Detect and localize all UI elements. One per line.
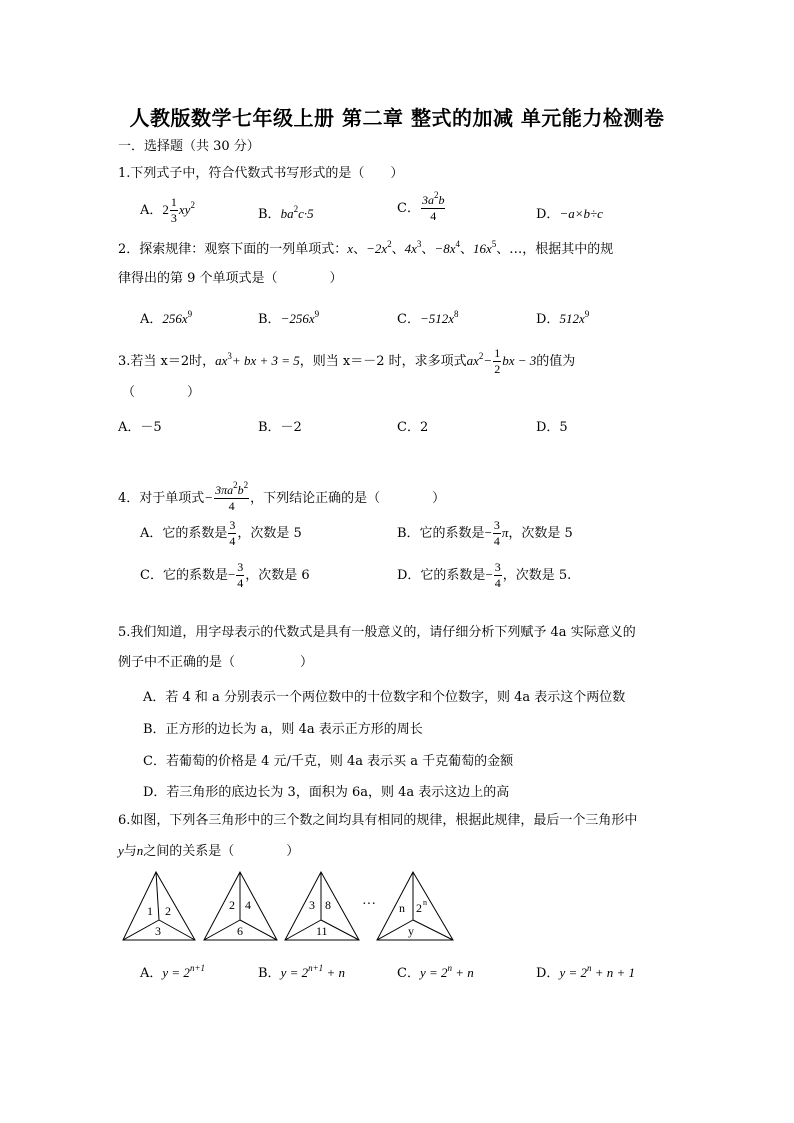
q5-stem-line1: 5.我们知道，用字母表示的代数式是具有一般意义的，请仔细分析下列赋予 4a 实际意义的 <box>118 625 636 640</box>
q6-option-c[interactable]: C．$y = 2^n + n$ <box>397 963 474 981</box>
q1-option-b[interactable]: B．$ba^2c\cdot 5$ <box>258 204 314 222</box>
q4-stem: 4．对于单项式− $\frac{3\pi a^2b^2}{4}$ ，下列结论正确的是（ ） <box>118 480 446 513</box>
q6-stem-line2: y与n之间的关系是（ ） <box>118 843 300 859</box>
triangle-4-left: n <box>399 901 405 915</box>
q4-option-b[interactable]: B．它的系数是− $\frac{3}{4}$ π，次数是 5 <box>397 518 573 548</box>
q1-option-d[interactable]: D．−a×b÷c <box>536 206 603 222</box>
triangle-1-right: 2 <box>165 904 171 918</box>
ellipsis: ··· <box>362 897 376 912</box>
q2-stem-line2: 律得出的第 9 个单项式是（ ） <box>118 271 343 286</box>
q3-option-c[interactable]: C．2 <box>397 420 429 435</box>
triangle-1-bottom: 3 <box>155 924 161 938</box>
q2-option-b[interactable]: B．$-256x^9$ <box>258 309 320 327</box>
triangle-4-right-exp: n <box>423 898 427 907</box>
section-heading: 一．选择题（共 30 分） <box>118 139 260 154</box>
triangle-3-right: 8 <box>325 898 331 912</box>
q3-option-a[interactable]: A．－5 <box>118 420 162 435</box>
triangle-2-bottom: 6 <box>237 924 243 938</box>
q2-option-a[interactable]: A．$256x^9$ <box>140 309 193 327</box>
q6-option-b[interactable]: B．$y = 2^{n+1} + n$ <box>258 963 345 981</box>
q5-option-a[interactable]: A．若 4 和 a 分别表示一个两位数中的十位数字和个位数字，则 4a 表示这个两位数 <box>143 690 626 705</box>
triangle-2-left: 2 <box>229 898 235 912</box>
q3-answer-paren: （ ） <box>122 385 201 400</box>
q4-option-a[interactable]: A．它的系数是 $\frac{3}{4}$ ，次数是 5 <box>140 518 302 548</box>
q3-option-d[interactable]: D．5 <box>536 420 568 435</box>
q5-option-c[interactable]: C．若葡萄的价格是 4 元/千克，则 4a 表示买 a 千克葡萄的金额 <box>143 754 514 769</box>
triangle-4-right: 2 <box>416 901 422 915</box>
triangle-2-right: 4 <box>245 898 251 912</box>
q3-stem: 3.若当 x＝2时，$ax^3+$ bx + 3 = 5，则当 x＝－2 时，求多项式$ax^2-$ $\frac{1}{2}$ bx − 3的值为 <box>118 346 576 376</box>
triangle-4-bottom: y <box>408 924 414 938</box>
q1-option-c[interactable]: C． $\frac{3a^2b}{4}$ <box>397 190 445 223</box>
q2-option-d[interactable]: D．$512x^9$ <box>536 309 590 327</box>
q4-option-d[interactable]: D．它的系数是− $\frac{3}{4}$ ，次数是 5. <box>397 560 572 590</box>
q4-option-c[interactable]: C．它的系数是− $\frac{3}{4}$ ，次数是 6 <box>140 560 310 590</box>
triangle-1-left: 1 <box>147 904 153 918</box>
q1-stem: 1.下列式子中，符合代数式书写形式的是（ ） <box>118 166 404 181</box>
q1-option-a[interactable]: A．2 $\frac{1}{3}$ $xy^2$ <box>140 195 195 225</box>
q2-stem-line1: 2．探索规律：观察下面的一列单项式：x、$-2x^2$、$4x^3$、$-8x^4$、$16x^5$、…，根据其中的规 <box>118 239 614 257</box>
q6-option-a[interactable]: A．$y = 2^{n+1}$ <box>140 963 206 981</box>
q5-option-b[interactable]: B．正方形的边长为 a，则 4a 表示正方形的周长 <box>143 722 423 737</box>
triangle-3-bottom: 11 <box>316 924 328 938</box>
q6-option-d[interactable]: D．$y = 2^n + n + 1$ <box>536 963 636 981</box>
triangle-3-left: 3 <box>309 898 315 912</box>
triangle-figure <box>115 868 465 948</box>
q3-option-b[interactable]: B．－2 <box>258 420 302 435</box>
q5-stem-line2: 例子中不正确的是（ ） <box>118 655 314 670</box>
q6-stem-line1: 6.如图，下列各三角形中的三个数之间均具有相同的规律，根据此规律，最后一个三角形中 <box>118 813 638 828</box>
page-title: 人教版数学七年级上册 第二章 整式的加减 单元能力检测卷 <box>129 106 665 130</box>
q2-option-c[interactable]: C．$-512x^8$ <box>397 309 459 327</box>
triangle-4 <box>377 872 453 940</box>
q5-option-d[interactable]: D．若三角形的底边长为 3，面积为 6a，则 4a 表示这边上的高 <box>143 785 510 800</box>
